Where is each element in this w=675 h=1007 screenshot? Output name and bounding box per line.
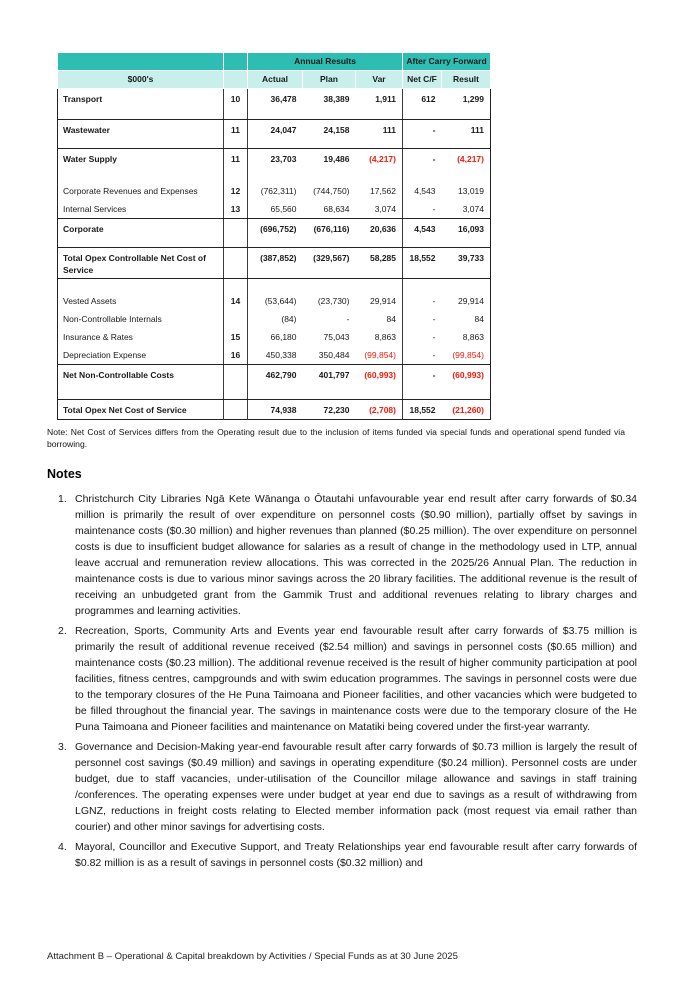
row-value-cell: 17,562 xyxy=(370,186,396,196)
row-value-cell: (60,993) xyxy=(442,365,491,400)
row-label-cell: Total Opex Controllable Net Cost of Service xyxy=(58,248,224,279)
header-units: $000's xyxy=(58,71,224,89)
row-value-cell: 36,478 xyxy=(248,89,303,120)
table-row xyxy=(58,327,491,345)
note-item-text: Governance and Decision-Making year-end favourable result after carry forwards of $0.73 million is largely the result of personnel cost savings ($0.49 million) and savings in operating expenditure ($0.24 million). Personnel costs are under budget, due to staff vacancies, under-utilisation of the Councillor milage allowance and savings in staff training /conferences. The operating expenses were under budget at year end due to savings as a result of withdrawing from LGNZ, reductions in freight costs relating to Elected member information pack (most request via email rather than courier) and other minor savings for advertising costs. xyxy=(75,741,637,833)
row-value-cell: - xyxy=(403,345,442,365)
table-row xyxy=(58,248,491,279)
table-row xyxy=(58,345,491,365)
row-value-cell: (60,993) xyxy=(356,365,403,400)
row-value-cell: 58,285 xyxy=(356,248,403,279)
row-label-cell: Transport xyxy=(58,89,224,120)
row-value-cell: 3,074 xyxy=(442,199,491,219)
row-value-cell: - xyxy=(403,309,442,327)
row-ref-cell xyxy=(224,400,248,420)
row-value-cell: - xyxy=(403,279,442,310)
row-value-cell: 38,389 xyxy=(303,89,356,120)
row-ref-cell: 12 xyxy=(224,181,248,199)
header-group-annual-results: Annual Results xyxy=(248,53,403,71)
notes-heading: Notes xyxy=(47,467,82,481)
note-item-number: 1. xyxy=(58,493,67,505)
row-label-cell: Net Non-Controllable Costs xyxy=(58,365,224,400)
row-value-cell: - xyxy=(403,120,442,149)
row-ref-cell: 13 xyxy=(224,199,248,219)
row-label-cell: Non-Controllable Internals xyxy=(63,314,162,324)
row-ref-cell xyxy=(224,309,248,327)
table-row xyxy=(58,219,491,248)
header-blank-label xyxy=(58,53,224,71)
table-header xyxy=(58,53,491,89)
header-result: Result xyxy=(442,71,491,89)
row-value-cell: 3,074 xyxy=(356,199,403,219)
row-value-cell: 29,914 xyxy=(370,296,396,306)
row-value-cell: 612 xyxy=(403,89,442,120)
row-value-cell: 1,299 xyxy=(442,89,491,120)
row-ref-cell xyxy=(224,219,248,248)
table-header-columns-row xyxy=(58,71,491,89)
header-net-cf: Net C/F xyxy=(403,71,442,89)
row-value-cell: - xyxy=(403,327,442,345)
row-value-cell: 39,733 xyxy=(442,248,491,279)
note-item-text: Christchurch City Libraries Ngā Kete Wānanga o Ōtautahi unfavourable year end result after carry forwards of $0.34 million is primarily the result of over expenditure on personnel costs ($0.90 million), partially offset by savings in maintenance costs ($0.30 million) and higher revenues than planned ($0.25 million). The over expenditure on personnel costs is due to insufficient budget allowance for salaries as a result of change in the methodology used in LTP, annual leave accrual and remuneration review allocations. This was corrected in the 2025/26 Annual Plan. The reduction in maintenance costs is due to various minor savings across the 20 library facilities. The additional revenue is the result of receiving an unbudgeted grant from the Gammik Trust and additional revenues relating to library charges and programmes and learning activities. xyxy=(75,493,637,617)
row-value-cell: 18,552 xyxy=(403,400,442,420)
row-ref-cell: 16 xyxy=(224,345,248,365)
notes-list xyxy=(58,491,637,871)
row-value-cell: 350,484 xyxy=(303,345,356,365)
row-ref-cell: 14 xyxy=(224,279,248,310)
row-value-cell: 401,797 xyxy=(303,365,356,400)
row-value-cell: 111 xyxy=(442,120,491,149)
row-value-cell: 65,560 xyxy=(248,199,303,219)
row-value-cell: - xyxy=(346,314,350,324)
header-blank-ref xyxy=(224,53,248,71)
header-group-after-carry-forward: After Carry Forward xyxy=(403,53,491,71)
header-ref-blank xyxy=(224,71,248,89)
row-value-cell: (762,311) xyxy=(260,186,297,196)
row-ref-cell xyxy=(224,248,248,279)
row-value-cell: 29,914 xyxy=(458,296,484,306)
table-row xyxy=(58,120,491,149)
row-value-cell: (329,567) xyxy=(303,248,356,279)
row-value-cell: (2,708) xyxy=(369,405,396,415)
table-row xyxy=(58,181,491,199)
row-label-cell: Corporate xyxy=(58,219,224,248)
header-var: Var xyxy=(356,71,403,89)
page-footer: Attachment B – Operational & Capital breakdown by Activities / Special Funds as at 30 June 2025 xyxy=(47,951,458,962)
row-value-cell: (84) xyxy=(281,314,297,324)
table-row xyxy=(58,365,491,400)
row-value-cell: 4,543 xyxy=(403,219,442,248)
row-label-cell: Corporate Revenues and Expenses xyxy=(63,186,198,196)
row-value-cell: 84 xyxy=(474,314,484,324)
row-value-cell: 20,636 xyxy=(356,219,403,248)
row-value-cell: 8,863 xyxy=(462,332,484,342)
row-value-cell: (23,730) xyxy=(317,296,350,306)
table-body xyxy=(58,89,491,420)
table-row xyxy=(58,89,491,120)
row-value-cell: (99,854) xyxy=(356,345,403,365)
table-row xyxy=(58,199,491,219)
row-value-cell: 19,486 xyxy=(323,154,350,164)
note-item xyxy=(58,623,637,735)
row-label-cell: Vested Assets xyxy=(63,296,117,306)
header-plan: Plan xyxy=(303,71,356,89)
row-value-cell: 74,938 xyxy=(270,405,297,415)
row-value-cell: (676,116) xyxy=(303,219,356,248)
row-label-cell: Water Supply xyxy=(63,154,117,164)
note-item xyxy=(58,839,637,871)
row-ref-cell: 10 xyxy=(224,89,248,120)
row-value-cell: (744,750) xyxy=(313,186,350,196)
financial-table xyxy=(57,52,491,420)
row-value-cell: 8,863 xyxy=(374,332,396,342)
row-value-cell: 111 xyxy=(356,120,403,149)
row-ref-cell: 11 xyxy=(224,149,248,182)
row-label-cell: Internal Services xyxy=(58,199,224,219)
note-item-number: 3. xyxy=(58,741,67,753)
table-header-group-row xyxy=(58,53,491,71)
table-row xyxy=(58,400,491,420)
row-value-cell: 1,911 xyxy=(356,89,403,120)
row-value-cell: 462,790 xyxy=(248,365,303,400)
row-value-cell: 75,043 xyxy=(323,332,350,342)
row-label-cell: Total Opex Net Cost of Service xyxy=(63,405,187,415)
row-value-cell: - xyxy=(403,149,442,182)
row-value-cell: (53,644) xyxy=(264,296,297,306)
row-label-cell: Depreciation Expense xyxy=(58,345,224,365)
row-value-cell: 16,093 xyxy=(442,219,491,248)
row-label-cell: Insurance & Rates xyxy=(63,332,133,342)
note-item-number: 2. xyxy=(58,625,67,637)
row-value-cell: 84 xyxy=(386,314,396,324)
row-label-cell: Wastewater xyxy=(58,120,224,149)
row-value-cell: 13,019 xyxy=(458,186,484,196)
table-row xyxy=(58,309,491,327)
note-item-text: Mayoral, Councillor and Executive Support, and Treaty Relationships year end favourable result after carry forwards of $0.82 million is as a result of savings in personnel costs ($0.32 million) and xyxy=(75,841,637,869)
row-ref-cell: 15 xyxy=(224,327,248,345)
row-value-cell: 66,180 xyxy=(270,332,297,342)
row-ref-cell: 11 xyxy=(224,120,248,149)
note-item-text: Recreation, Sports, Community Arts and Events year end favourable result after carry forwards of $3.75 million is primarily the result of additional revenue received ($2.54 million) and savings in personnel costs ($0.65 million) and maintenance costs ($0.23 million). The additional revenue received is the result of higher community participation at pool facilities, fitness centres, campgrounds and with swim education programmes. The savings in personnel costs were due to the temporary closures of the He Puna Taimoana and Pioneer facilities, and other vacancies which were budgeted to be filled throughout the financial year. The savings in maintenance costs were due to the temporary closure of the He Puna Taimoana and Pioneer facilities and maintenance on Matatiki being covered under the first-year warranty. xyxy=(75,625,637,733)
row-value-cell: 24,047 xyxy=(248,120,303,149)
row-value-cell: 4,543 xyxy=(403,181,442,199)
header-actual: Actual xyxy=(248,71,303,89)
row-value-cell: 68,634 xyxy=(303,199,356,219)
row-value-cell: (99,854) xyxy=(442,345,491,365)
row-value-cell: (4,217) xyxy=(369,154,396,164)
row-value-cell: 450,338 xyxy=(248,345,303,365)
row-value-cell: 23,703 xyxy=(270,154,297,164)
note-item xyxy=(58,491,637,619)
table-row xyxy=(58,279,491,310)
row-value-cell: (21,260) xyxy=(452,405,484,415)
row-value-cell: (4,217) xyxy=(457,154,484,164)
row-ref-cell xyxy=(224,365,248,400)
table-note: Note: Net Cost of Services differs from the Operating result due to the inclusion of items funded via special funds and operational spend funded via borrowing. xyxy=(47,427,625,449)
row-value-cell: - xyxy=(403,365,442,400)
row-value-cell: (387,852) xyxy=(248,248,303,279)
row-value-cell: 18,552 xyxy=(403,248,442,279)
note-item-number: 4. xyxy=(58,841,67,853)
row-value-cell: (696,752) xyxy=(248,219,303,248)
row-value-cell: - xyxy=(403,199,442,219)
note-item xyxy=(58,739,637,835)
table-row xyxy=(58,149,491,182)
row-value-cell: 24,158 xyxy=(303,120,356,149)
row-value-cell: 72,230 xyxy=(323,405,350,415)
